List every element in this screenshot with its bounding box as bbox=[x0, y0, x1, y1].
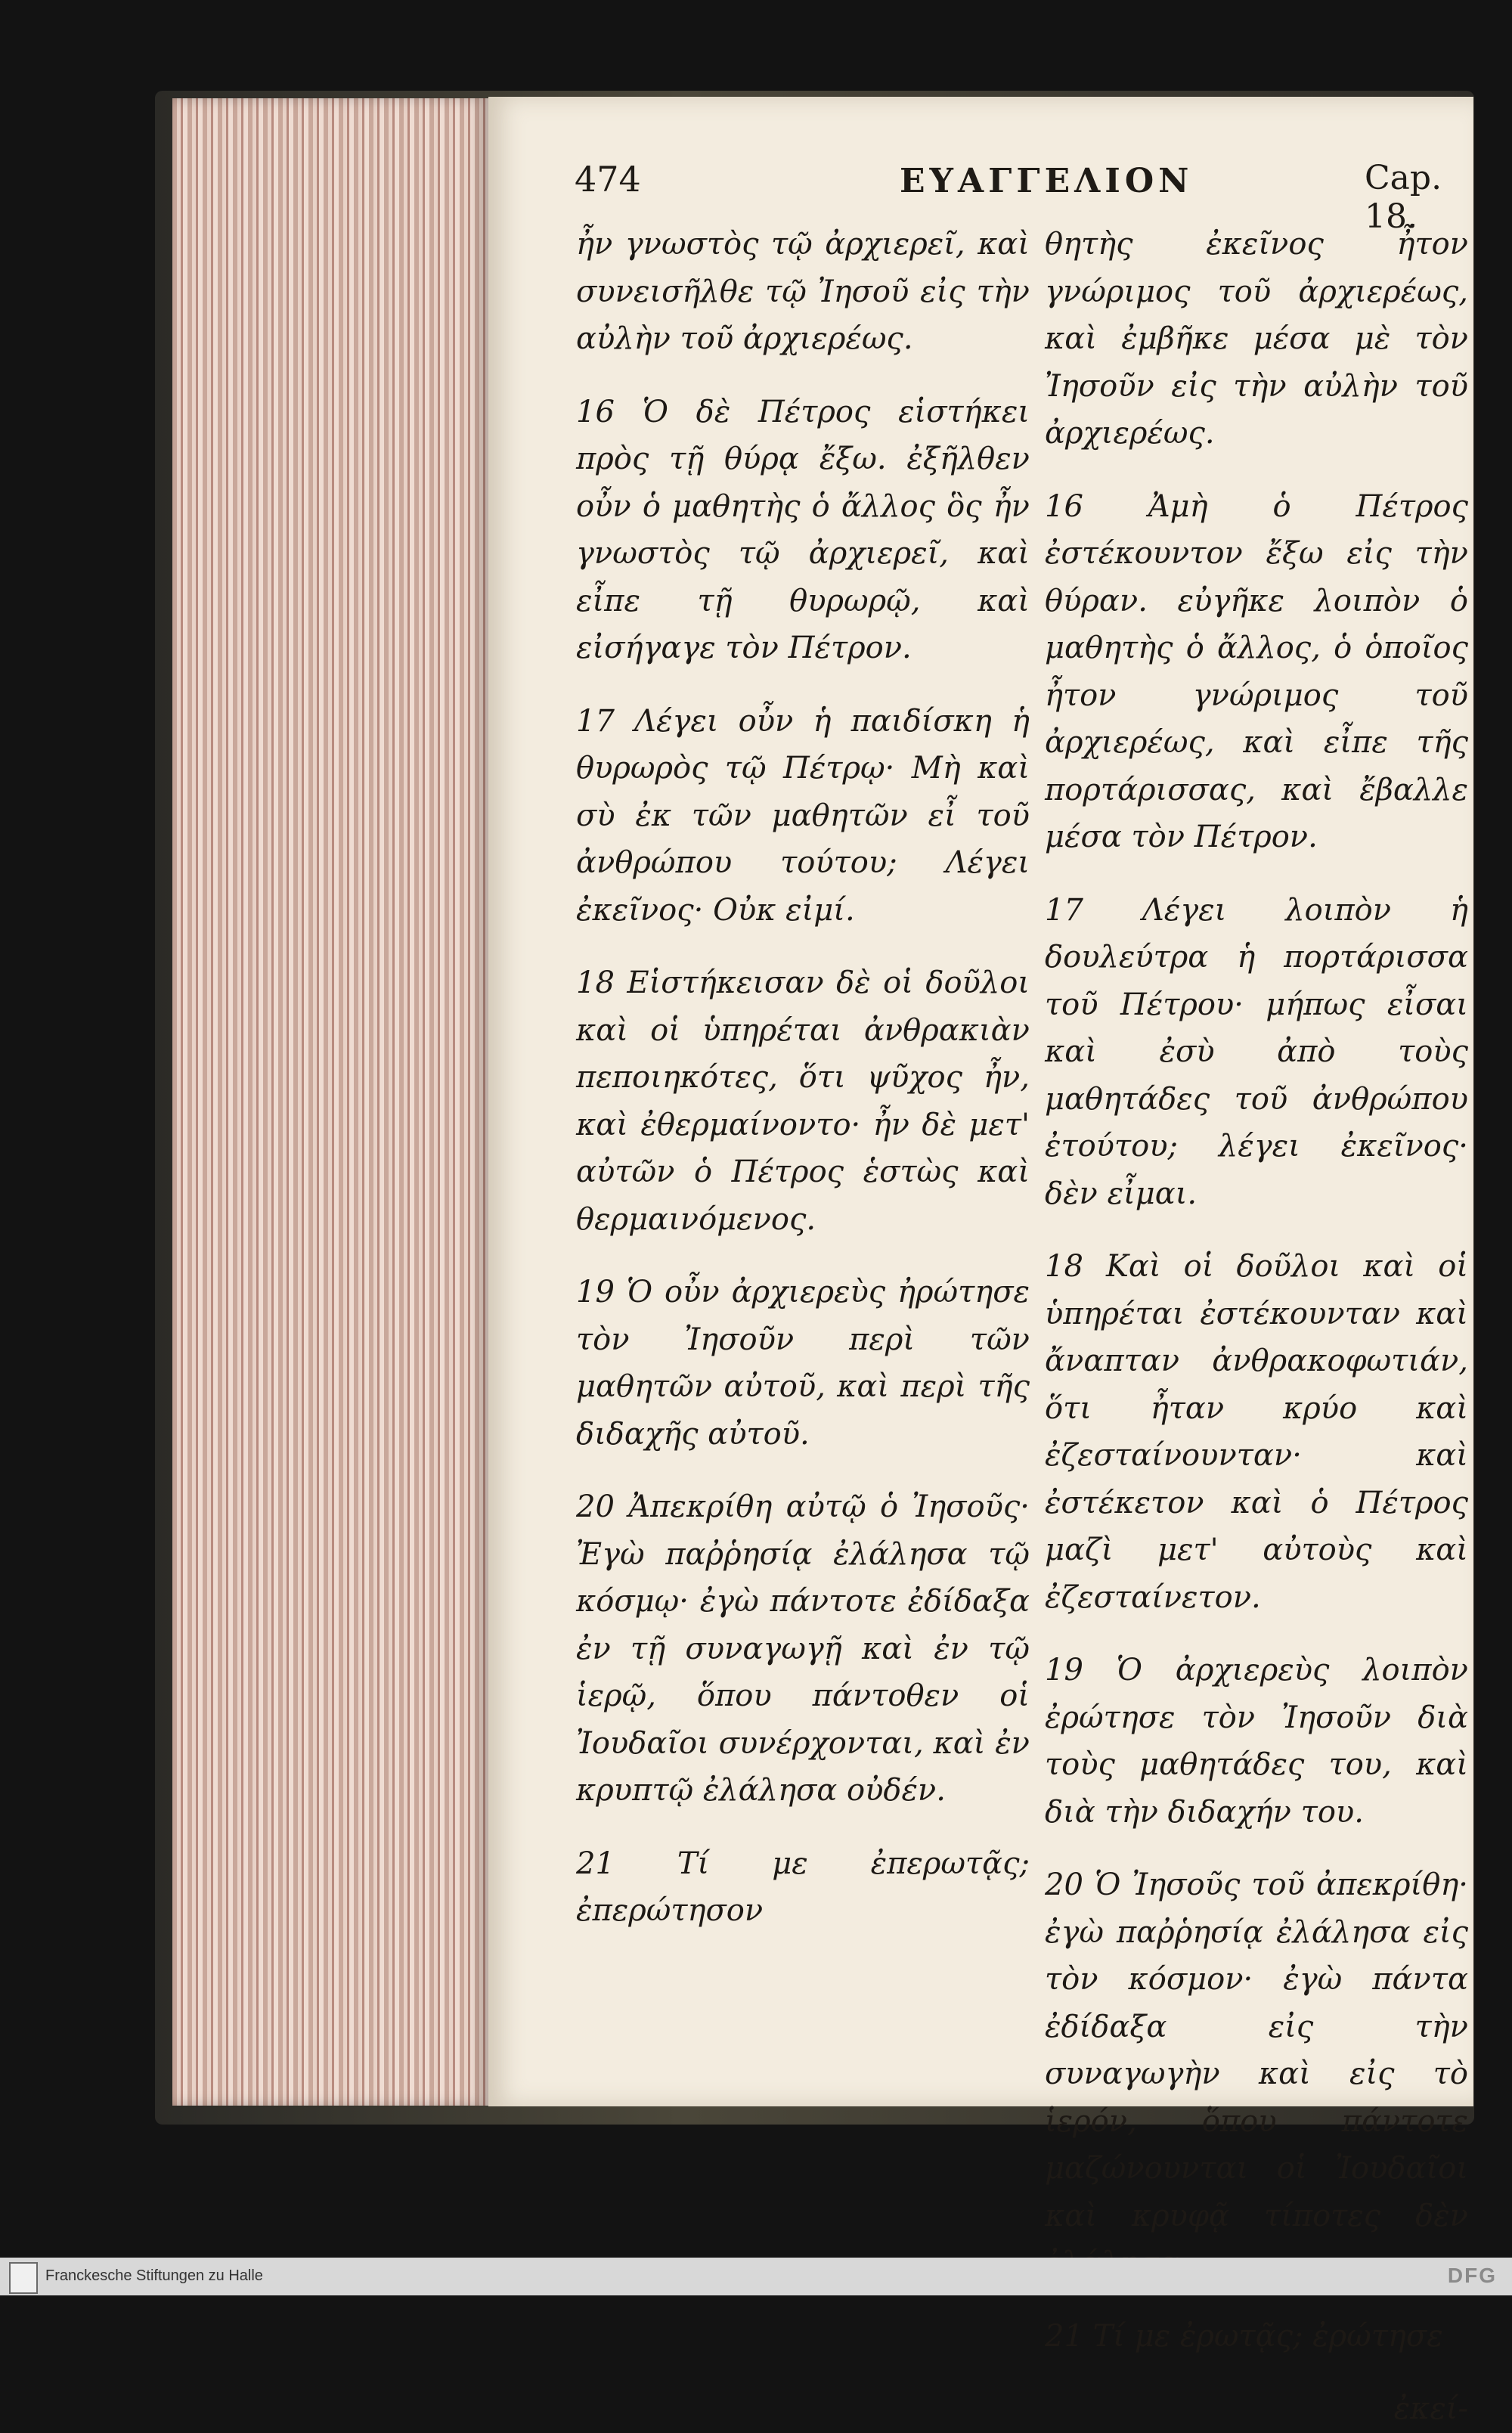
verse-21: 21 Τί με ἐπερωτᾷς; ἐπερώτησον bbox=[576, 1846, 1030, 1928]
running-head: ΕΥΑΓΓΕΛΙΟΝ bbox=[900, 162, 1194, 200]
catchword: ἐκεί- bbox=[1393, 2391, 1468, 2426]
viewer-footer bbox=[0, 2258, 1512, 2295]
verse-16: 16 Ὁ δὲ Πέτρος εἱστήκει πρὸς τῇ θύρᾳ ἔξω. ἐξῆλθεν οὖν ὁ μαθητὴς ὁ ἄλλος ὃς ἦν γνωστὸς τῷ ἀρχιερεῖ, καὶ εἶπε τῇ θυρωρῷ, καὶ εἰσήγαγε τὸν Πέτρον. bbox=[576, 394, 1030, 665]
right-column-modern-greek bbox=[1045, 221, 1468, 2433]
dfg-logo: DFG bbox=[1447, 2264, 1497, 2287]
verse-20: 20 Ἀπεκρίθη αὐτῷ ὁ Ἰησοῦς· Ἐγὼ παῤῥησίᾳ ἐλάλησα τῷ κόσμῳ· ἐγὼ πάντοτε ἐδίδαξα ἐν τῇ συναγωγῇ καὶ ἐν τῷ ἱερῷ, ὅπου πάντοθεν οἱ Ἰουδαῖοι συνέρχονται, καὶ ἐν κρυπτῷ ἐλάλησα οὐδέν. bbox=[576, 1489, 1030, 1808]
verse-21: 21 Τί με ἐρωτᾷς; ἐρώτησε bbox=[1045, 2318, 1443, 2354]
institution-logo-icon bbox=[9, 2262, 38, 2294]
institution-name: Franckesche Stiftungen zu Halle bbox=[45, 2267, 263, 2284]
verse-16: 16 Ἀμὴ ὁ Πέτρος ἐστέκουντον ἔξω εἰς τὴν θύραν. εὐγῆκε λοιπὸν ὁ μαθητὴς ὁ ἄλλος, ὁ ὁποῖος ἦτον γνώριμος τοῦ ἀρχιερέως, καὶ εἶπε τῆς πορτάρισσας, καὶ ἔβαλλε μέσα τὸν Πέτρον. bbox=[1045, 488, 1468, 854]
verse-17: 17 Λέγει οὖν ἡ παιδίσκη ἡ θυρωρὸς τῷ Πέτρῳ· Μὴ καὶ σὺ ἐκ τῶν μαθητῶν εἶ τοῦ ἀνθρώπου τούτου; Λέγει ἐκεῖνος· Οὐκ εἰμί. bbox=[576, 703, 1030, 928]
verse-20: 20 Ὁ Ἰησοῦς τοῦ ἀπεκρίθη· ἐγὼ παῤῥησίᾳ ἐλάλησα εἰς τὸν κόσμον· ἐγὼ πάντα ἐδίδαξα εἰς τὴν συναγωγὴν καὶ εἰς τὸ ἱερόν, ὅπου πάντοτε μαζώνουνται οἱ Ἰουδαῖοι καὶ κρυφᾷ τίποτες δὲν bbox=[1045, 1867, 1468, 2233]
verse-19: 19 Ὁ οὖν ἀρχιερεὺς ἠρώτησε τὸν Ἰησοῦν περὶ τῶν μαθητῶν αὐτοῦ, καὶ περὶ τῆς διδαχῆς αὐτοῦ. bbox=[576, 1275, 1030, 1452]
verse-18: 18 Εἱστήκεισαν δὲ οἱ δοῦλοι καὶ οἱ ὑπηρέται ἀνθρακιὰν πεποιηκότες, ὅτι ψῦχος ἦν, καὶ ἐθερμαίνοντο· ἦν δὲ μετ' αὐτῶν ὁ Πέτρος ἑστὼς καὶ θερμαινόμενος. bbox=[576, 965, 1030, 1237]
chapter-label: Cap. 18. bbox=[1365, 159, 1442, 236]
verse-15-continued: ἦν γνωστὸς τῷ ἀρχιερεῖ, καὶ συνεισῆλθε τῷ Ἰησοῦ εἰς τὴν αὐλὴν τοῦ ἀρχιερέως. bbox=[576, 227, 1030, 356]
page-header bbox=[575, 159, 1474, 236]
verse-18: 18 Καὶ οἱ δοῦλοι καὶ οἱ ὑπηρέται ἐστέκουνταν καὶ ἄναπταν ἀνθρακοφωτιάν, ὅτι ἦταν κρύο καὶ ἐζεσταίνουνταν· καὶ ἐστέκετον καὶ ὁ Πέτρος μαζὶ μετ' αὐτοὺς καὶ ἐζεσταίνετον. bbox=[1045, 1249, 1468, 1615]
verse-17: 17 Λέγει λοιπὸν ἡ δουλεύτρα ἡ πορτάρισσα τοῦ Πέτρου· μήπως εἶσαι καὶ ἐσὺ ἀπὸ τοὺς μαθητάδες τοῦ ἀνθρώπου ἐτούτου; λέγει ἐκεῖνος· δὲν εἶμαι. bbox=[1045, 892, 1468, 1211]
page-edges bbox=[172, 98, 488, 2106]
verse-19: 19 Ὁ ἀρχιερεὺς λοιπὸν ἐρώτησε τὸν Ἰησοῦν διὰ τοὺς μαθητάδες του, καὶ διὰ τὴν διδαχήν του. bbox=[1045, 1653, 1468, 1830]
page-number: 474 bbox=[575, 159, 641, 200]
left-column-ancient-greek bbox=[576, 221, 1030, 1960]
verse-15-continued: θητὴς ἐκεῖνος ἦτον γνώριμος τοῦ ἀρχιερέως, καὶ ἐμβῆκε μέσα μὲ τὸν Ἰησοῦν εἰς τὴν αὐλὴν τοῦ ἀρχιερέως. bbox=[1045, 227, 1468, 451]
